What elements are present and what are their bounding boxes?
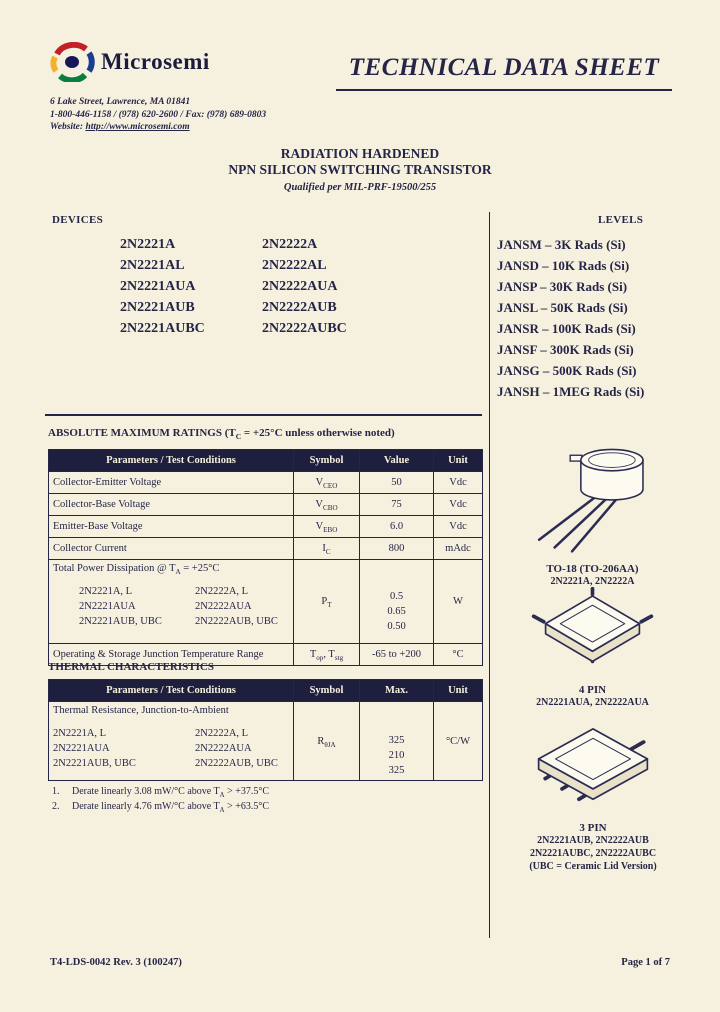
table-row [49, 494, 483, 516]
thermal-resistance-row [49, 702, 483, 781]
website-label: Website: [50, 122, 86, 132]
col-header-unit: Unit [434, 680, 483, 702]
unit-cell: °C/W [434, 702, 483, 781]
address-line-1: 6 Lake Street, Lawrence, MA 01841 [50, 97, 191, 107]
unit-cell: Vdc [434, 494, 483, 516]
3pin-package-note: (UBC = Ceramic Lid Version) [529, 861, 657, 872]
4pin-drawing-icon [520, 585, 665, 677]
value-cell: 75 [360, 494, 434, 516]
level-item: JANSH – 1MEG Rads (Si) [497, 384, 645, 399]
unit-cell: °C [434, 644, 483, 666]
value-cell: 325 210 325 [360, 702, 434, 781]
symbol-cell: $I_C$ [294, 538, 360, 560]
power-device-list: 2N2221A, L 2N2222A, L 2N2221AUA 2N2222AUA 2N2221AUB, UBC 2N2222AUB, UBC [79, 586, 278, 627]
value-cell: 6.0 [360, 516, 434, 538]
symbol-cell: $R_{\theta JA}$ [294, 702, 360, 781]
device-name: 2N2221AUA [120, 279, 196, 294]
param-cell: Collector-Base Voltage [49, 494, 294, 516]
symbol-cell: $V_{CEO}$ [294, 472, 360, 494]
to18-package-name: TO-18 (TO-206AA) [546, 563, 639, 575]
param-cell: Operating & Storage Junction Temperature Range [49, 644, 294, 666]
unit-cell: Vdc [434, 472, 483, 494]
thermal-characteristics-table [48, 679, 483, 781]
4pin-package-name: 4 PIN [578, 684, 607, 696]
device-name: 2N2222A [262, 237, 318, 252]
symbol-cell: $T_{op}$, $T_{stg}$ [294, 644, 360, 666]
device-name: 2N2221AUB [120, 300, 195, 315]
param-cell [49, 702, 294, 781]
website-link[interactable]: http://www.microsemi.com [85, 122, 190, 132]
to18-package-block [500, 438, 685, 588]
document-number: T4-LDS-0042 Rev. 3 (100247) [50, 957, 182, 968]
sheet-title: TECHNICAL DATA SHEET [336, 54, 672, 91]
param-cell: Emitter-Base Voltage [49, 516, 294, 538]
unit-cell: Vdc [434, 516, 483, 538]
doc-title-line1: RADIATION HARDENED [280, 146, 440, 161]
website-line [50, 121, 266, 134]
thermal-resistance-label: Thermal Resistance, Junction-to-Ambient [53, 705, 229, 716]
devices-column-2n2222 [262, 234, 347, 339]
3pin-drawing-icon [518, 715, 668, 815]
to18-package-devices: 2N2221A, 2N2222A [550, 576, 635, 587]
note-2: 2. Derate linearly 4.76 mW/°C above $T_A > +63.5^\circ C$ [52, 801, 270, 814]
device-name: 2N2222AL [262, 258, 327, 273]
param-cell [49, 560, 294, 644]
unit-cell: mAdc [434, 538, 483, 560]
value-cell: 800 [360, 538, 434, 560]
document-title-block [0, 146, 720, 196]
device-name: 2N2221AUBC [120, 321, 205, 336]
power-dissipation-row [49, 560, 483, 644]
3pin-package-devices-2: 2N2221AUBC, 2N2222AUBC [529, 848, 657, 859]
unit-cell: W [434, 560, 483, 644]
device-name: 2N2222AUBC [262, 321, 347, 336]
table-header-row [49, 680, 483, 702]
abs-max-heading: ABSOLUTE MAXIMUM RATINGS ($T_C = +25^\circ C$ unless otherwise noted) [48, 427, 395, 442]
4pin-package-devices: 2N2221AUA, 2N2222AUA [536, 697, 649, 708]
microsemi-globe-icon [50, 42, 96, 82]
absolute-maximum-ratings-table [48, 449, 483, 666]
to18-drawing-icon [510, 438, 675, 556]
doc-title-qualification: Qualified per MIL-PRF-19500/255 [283, 182, 437, 193]
device-name: 2N2221A [120, 237, 176, 252]
value-cell: 0.5 0.65 0.50 [360, 560, 434, 644]
device-name: 2N2221AL [120, 258, 185, 273]
3pin-package-devices-1: 2N2221AUB, 2N2222AUB [537, 835, 649, 846]
level-item: JANSF – 300K Rads (Si) [497, 342, 634, 357]
table-header-row [49, 450, 483, 472]
symbol-cell: $V_{EBO}$ [294, 516, 360, 538]
company-address [50, 96, 266, 134]
col-header-value: Value [360, 450, 434, 472]
power-dissipation-label: Total Power Dissipation @ $T_A = +25^\circ C$ [53, 563, 220, 577]
col-header-symbol: Symbol [294, 680, 360, 702]
thermal-device-list: 2N2221A, L 2N2222A, L 2N2221AUA 2N2222AUA 2N2221AUB, UBC 2N2222AUB, UBC [53, 728, 278, 769]
value-cell: -65 to +200 [360, 644, 434, 666]
col-header-unit: Unit [434, 450, 483, 472]
col-header-max: Max. [360, 680, 434, 702]
page-footer [50, 957, 670, 968]
table-row [49, 472, 483, 494]
device-name: 2N2222AUA [262, 279, 338, 294]
devices-heading: DEVICES [52, 214, 104, 226]
note-1: 1. Derate linearly 3.08 mW/°C above $T_A > +37.5^\circ C$ [52, 786, 270, 799]
thermal-heading: THERMAL CHARACTERISTICS [48, 661, 214, 673]
vertical-divider [489, 212, 490, 938]
col-header-symbol: Symbol [294, 450, 360, 472]
level-item: JANSD – 10K Rads (Si) [497, 258, 630, 273]
col-header-parameters: Parameters / Test Conditions [49, 680, 294, 702]
radiation-levels-list [497, 234, 687, 402]
table-row [49, 538, 483, 560]
devices-column-2n2221 [120, 234, 205, 339]
device-name: 2N2222AUB [262, 300, 337, 315]
level-item: JANSL – 50K Rads (Si) [497, 300, 628, 315]
level-item: JANSR – 100K Rads (Si) [497, 321, 636, 336]
derating-notes [52, 784, 269, 814]
3pin-package-name: 3 PIN [579, 822, 607, 834]
level-item: JANSG – 500K Rads (Si) [497, 363, 637, 378]
level-item: JANSM – 3K Rads (Si) [497, 237, 626, 252]
4pin-package-block [505, 585, 680, 709]
3pin-package-block [498, 715, 688, 873]
logo-wordmark: Microsemi [101, 49, 210, 74]
table-row [49, 516, 483, 538]
symbol-cell: $V_{CBO}$ [294, 494, 360, 516]
page-number: Page 1 of 7 [621, 957, 670, 968]
value-cell: 50 [360, 472, 434, 494]
col-header-parameters: Parameters / Test Conditions [49, 450, 294, 472]
address-line-2: 1-800-446-1158 / (978) 620-2600 / Fax: (978) 689-0803 [50, 109, 267, 120]
param-cell: Collector-Emitter Voltage [49, 472, 294, 494]
levels-heading: LEVELS [598, 214, 644, 226]
symbol-cell: $P_T$ [294, 560, 360, 644]
microsemi-logo [50, 42, 210, 82]
doc-title-line2: NPN SILICON SWITCHING TRANSISTOR [228, 162, 492, 177]
param-cell: Collector Current [49, 538, 294, 560]
level-item: JANSP – 30K Rads (Si) [497, 279, 628, 294]
section-divider [45, 414, 482, 416]
